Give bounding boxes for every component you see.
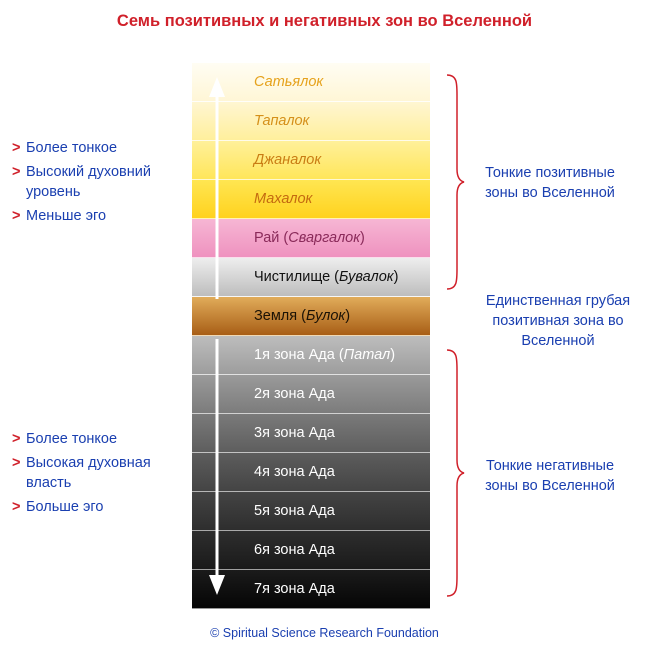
zone-zemlya (192, 297, 430, 336)
zone-label-italic: Бувалок (339, 269, 394, 285)
list-item-text: Более тонкое (26, 431, 118, 447)
bullet-marker: > (12, 455, 21, 471)
bullet-marker: > (12, 208, 21, 224)
zone-label-italic: Патал (343, 347, 391, 363)
zone-tapalok (192, 102, 430, 141)
zone-label: 3я зона Ада (254, 425, 335, 441)
zone-hell-2 (192, 375, 430, 414)
list-item-text: Высокий духовний уровень (26, 164, 151, 200)
zone-mahalok (192, 180, 430, 219)
bullet-marker: > (12, 164, 21, 180)
bottom-brace-icon (443, 348, 467, 598)
zone-label: Чистилище ( (254, 269, 340, 285)
list-item (12, 429, 186, 449)
diagram-title: Семь позитивных и негативных зон во Вселенной (116, 12, 533, 30)
zone-label: Махалок (254, 191, 313, 207)
list-item-text: Более тонкое (26, 140, 118, 156)
zone-label-close: ) (390, 347, 396, 363)
zone-label: Тапалок (254, 113, 310, 129)
zone-label: Сатьялок (254, 74, 324, 90)
zone-label-italic: Булок (305, 308, 346, 324)
right-top-label: Тонкие позитивные зоны во Вселенной (485, 165, 615, 201)
zone-satyalok (192, 63, 430, 102)
zone-hell-4 (192, 453, 430, 492)
zone-hell-5 (192, 492, 430, 531)
right-bottom-label: Тонкие негативные зоны во Вселенной (485, 458, 615, 494)
zone-label: 2я зона Ада (254, 386, 335, 402)
list-item (12, 138, 186, 158)
zone-label: Джаналок (254, 152, 322, 168)
list-item-text: Больше эго (26, 499, 104, 515)
zone-label: 4я зона Ада (254, 464, 335, 480)
bullet-marker: > (12, 499, 21, 515)
zones-column (192, 63, 430, 609)
left-top-list (12, 138, 186, 230)
list-item-text: Меньше эго (26, 208, 107, 224)
zone-hell-7 (192, 570, 430, 609)
list-item (12, 453, 186, 493)
zone-hell-1 (192, 336, 430, 375)
zone-label: 7я зона Ада (254, 581, 335, 597)
zone-label: Земля ( (254, 308, 306, 324)
zone-label-italic: Сваргалок (288, 230, 361, 246)
copyright-credit: © Spiritual Science Research Foundation (210, 626, 439, 640)
list-item (12, 497, 186, 517)
zone-rai (192, 219, 430, 258)
zone-label-close: ) (360, 230, 365, 246)
list-item (12, 162, 186, 202)
zone-hell-3 (192, 414, 430, 453)
zone-label: 6я зона Ада (254, 542, 335, 558)
zone-label: Рай ( (254, 230, 289, 246)
zone-chistilische (192, 258, 430, 297)
bullet-marker: > (12, 140, 21, 156)
zone-label: 1я зона Ада ( (254, 347, 344, 363)
right-middle-label: Единственная грубая позитивная зона во Вселенной (485, 293, 631, 349)
list-item (12, 206, 186, 226)
zone-label-close: ) (345, 308, 351, 324)
zone-label-close: ) (393, 269, 399, 285)
bullet-marker: > (12, 431, 21, 447)
list-item-text: Высокая духовная власть (26, 455, 151, 491)
left-bottom-list (12, 429, 186, 521)
zone-label: 5я зона Ада (254, 503, 335, 519)
zone-hell-6 (192, 531, 430, 570)
zone-dzhanalok (192, 141, 430, 180)
top-brace-icon (443, 73, 467, 291)
